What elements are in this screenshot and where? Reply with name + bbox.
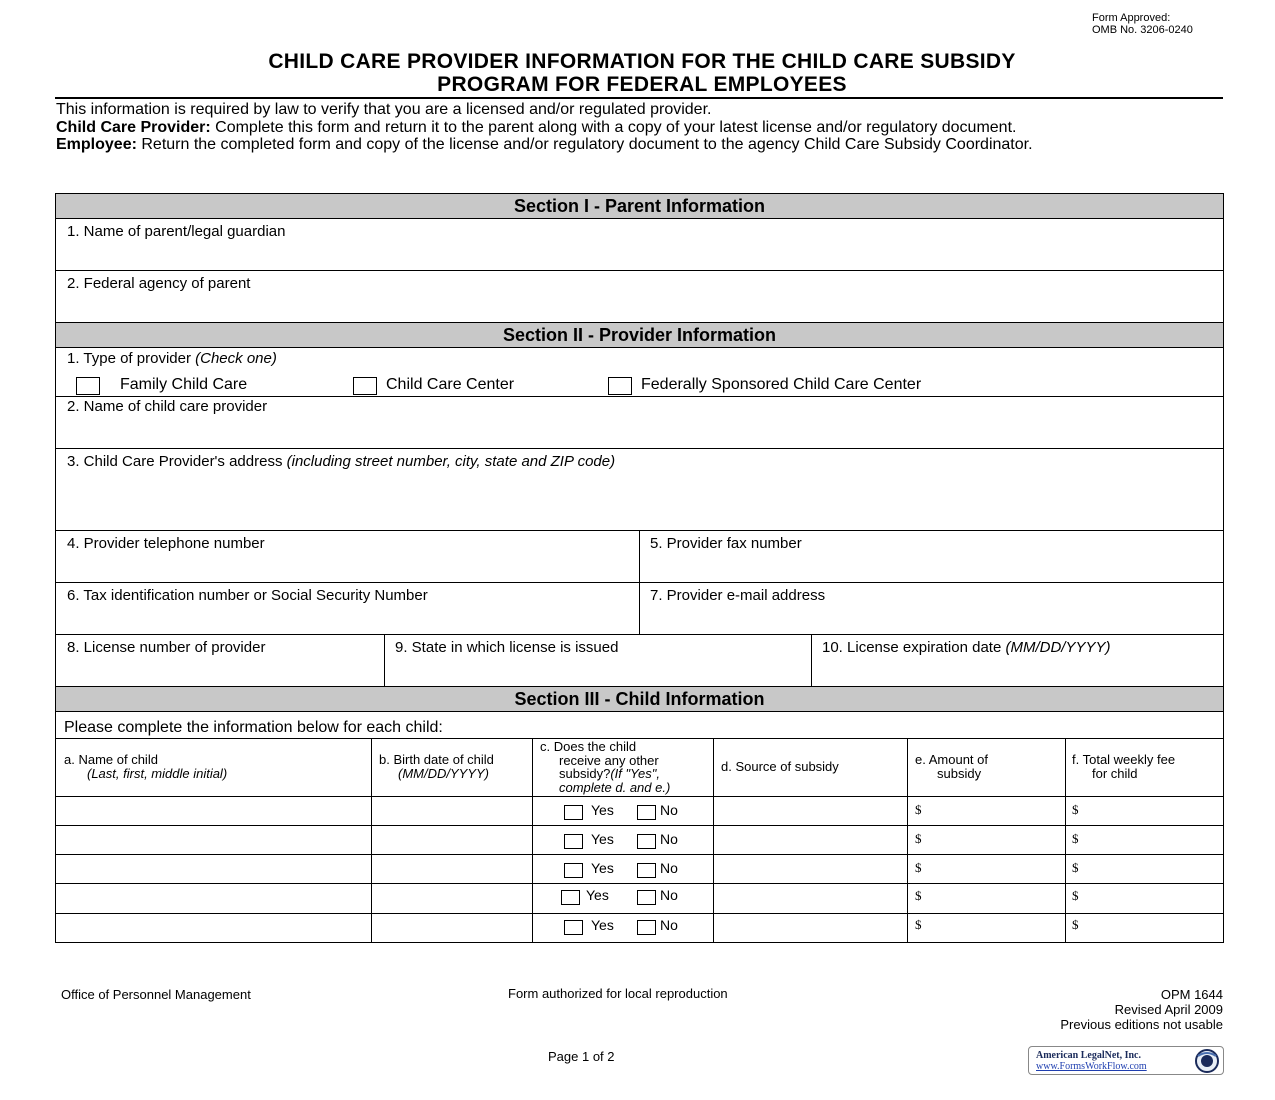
license-expiration-field[interactable] bbox=[811, 634, 1224, 686]
license-number-field[interactable] bbox=[55, 634, 385, 686]
col-b-line2: (MM/DD/YYYY) bbox=[398, 765, 489, 781]
fee-dollar-sign: $ bbox=[1072, 917, 1079, 932]
section1-title: Section I - Parent Information bbox=[513, 196, 766, 216]
globe-icon bbox=[1194, 1048, 1220, 1074]
footer-revised: Revised April 2009 bbox=[1114, 1002, 1223, 1017]
provider-address-label bbox=[67, 453, 615, 470]
col-amount-header bbox=[915, 753, 988, 780]
col-birth-date-header bbox=[379, 753, 494, 780]
fee-dollar-sign: $ bbox=[1072, 888, 1079, 903]
yes-checkbox[interactable] bbox=[564, 834, 583, 849]
no-label: No bbox=[660, 802, 678, 818]
family-child-care-checkbox[interactable] bbox=[76, 377, 100, 395]
no-checkbox[interactable] bbox=[637, 890, 656, 905]
child-care-center-label: Child Care Center bbox=[386, 376, 515, 393]
amount-dollar-sign: $ bbox=[915, 802, 922, 817]
col-c-line4: (If "Yes", bbox=[610, 766, 661, 781]
yes-label: Yes bbox=[591, 831, 614, 847]
col-weekly-fee-header bbox=[1072, 753, 1175, 780]
no-label: No bbox=[660, 917, 678, 933]
footer-reproduction: Form authorized for local reproduction bbox=[508, 986, 728, 1001]
omb-notice bbox=[1092, 12, 1193, 36]
no-label: No bbox=[660, 831, 678, 847]
intro-provider bbox=[56, 119, 1226, 137]
yes-label: Yes bbox=[586, 887, 609, 903]
amount-dollar-sign: $ bbox=[915, 831, 922, 846]
omb-number: OMB No. 3206-0240 bbox=[1092, 24, 1193, 36]
col-source-header: d. Source of subsidy bbox=[721, 759, 839, 774]
tax-id-field[interactable] bbox=[55, 582, 640, 634]
form-body bbox=[55, 193, 1224, 943]
no-checkbox[interactable] bbox=[637, 920, 656, 935]
col-child-name-header bbox=[64, 753, 227, 780]
col-f-line1: f. Total weekly fee bbox=[1072, 752, 1176, 767]
child-instruction-row bbox=[55, 711, 1224, 738]
provider-address-note: (including street number, city, state and ZIP code) bbox=[286, 453, 616, 470]
row-divider bbox=[56, 796, 1223, 797]
no-label: No bbox=[660, 887, 678, 903]
license-state-label: 9. State in which license is issued bbox=[395, 639, 619, 656]
provider-address-text: 3. Child Care Provider's address bbox=[67, 453, 287, 470]
logo-url[interactable]: www.FormsWorkFlow.com bbox=[1036, 1061, 1147, 1072]
child-table bbox=[55, 738, 1224, 943]
license-state-field[interactable] bbox=[384, 634, 812, 686]
section2-title: Section II - Provider Information bbox=[502, 325, 777, 345]
fee-dollar-sign: $ bbox=[1072, 860, 1079, 875]
no-checkbox[interactable] bbox=[637, 863, 656, 878]
provider-fax-field[interactable] bbox=[639, 530, 1224, 582]
provider-name-label: 2. Name of child care provider bbox=[67, 398, 268, 415]
col-e-line1: e. Amount of bbox=[915, 752, 988, 767]
license-expiration-note: (MM/DD/YYYY) bbox=[1005, 639, 1111, 656]
page-number: Page 1 of 2 bbox=[548, 1049, 615, 1064]
section2-header bbox=[55, 322, 1224, 347]
footer-form-number: OPM 1644 bbox=[1160, 987, 1223, 1002]
employee-label: Employee: bbox=[56, 136, 137, 153]
row-divider bbox=[56, 825, 1223, 826]
col-c-line2: receive any other bbox=[559, 752, 659, 768]
yes-checkbox[interactable] bbox=[564, 863, 583, 878]
provider-instructions: Complete this form and return it to the parent along with a copy of your latest license and/or regulatory document. bbox=[210, 118, 1017, 136]
col-other-subsidy-header bbox=[540, 740, 670, 794]
provider-label: Child Care Provider: bbox=[56, 118, 211, 136]
federal-center-checkbox[interactable] bbox=[608, 377, 632, 395]
parent-agency-label: 2. Federal agency of parent bbox=[67, 275, 251, 292]
title-rule bbox=[55, 97, 1223, 99]
footer-agency: Office of Personnel Management bbox=[61, 987, 251, 1002]
license-expiration-label bbox=[822, 639, 1110, 656]
form-title-line2: PROGRAM FOR FEDERAL EMPLOYEES bbox=[437, 73, 847, 96]
amount-dollar-sign: $ bbox=[915, 860, 922, 875]
col-a-line2: (Last, first, middle initial) bbox=[87, 765, 228, 781]
license-number-label: 8. License number of provider bbox=[67, 639, 266, 656]
provider-email-field[interactable] bbox=[639, 582, 1224, 634]
provider-address-field[interactable] bbox=[55, 448, 1224, 530]
provider-phone-field[interactable] bbox=[55, 530, 640, 582]
provider-phone-label: 4. Provider telephone number bbox=[67, 535, 265, 552]
form-title bbox=[56, 50, 1228, 96]
child-care-center-checkbox[interactable] bbox=[353, 377, 377, 395]
row-divider bbox=[56, 854, 1223, 855]
intro-line1: This information is required by law to verify that you are a licensed and/or regulated provider. bbox=[56, 101, 712, 118]
provider-fax-label: 5. Provider fax number bbox=[650, 535, 802, 552]
section3-header bbox=[55, 686, 1224, 711]
provider-type-label bbox=[67, 350, 277, 367]
no-label: No bbox=[660, 860, 678, 876]
yes-checkbox[interactable] bbox=[564, 805, 583, 820]
col-c-line5: complete d. and e.) bbox=[559, 779, 671, 795]
form-title-line1: CHILD CARE PROVIDER INFORMATION FOR THE CHILD CARE SUBSIDY bbox=[268, 50, 1016, 73]
section3-title: Section III - Child Information bbox=[514, 689, 765, 709]
yes-checkbox[interactable] bbox=[561, 890, 580, 905]
yes-label: Yes bbox=[591, 802, 614, 818]
provider-name-field[interactable] bbox=[55, 396, 1224, 448]
col-c-line1: c. Does the child bbox=[540, 739, 637, 754]
provider-type-field bbox=[55, 347, 1224, 396]
form-approved-label: Form Approved: bbox=[1092, 12, 1171, 24]
provider-type-note: (Check one) bbox=[195, 350, 277, 367]
footer-previous: Previous editions not usable bbox=[1060, 1017, 1223, 1032]
yes-label: Yes bbox=[591, 860, 614, 876]
tax-id-label: 6. Tax identification number or Social Security Number bbox=[67, 587, 428, 604]
federal-center-label: Federally Sponsored Child Care Center bbox=[641, 376, 922, 393]
fee-dollar-sign: $ bbox=[1072, 802, 1079, 817]
amount-dollar-sign: $ bbox=[915, 917, 922, 932]
parent-name-label: 1. Name of parent/legal guardian bbox=[67, 223, 286, 240]
col-a-line1: a. Name of child bbox=[64, 752, 158, 767]
yes-label: Yes bbox=[591, 917, 614, 933]
footer-form-info bbox=[990, 987, 1223, 1032]
license-expiration-text: 10. License expiration date bbox=[822, 639, 1006, 656]
child-instruction: Please complete the information below for each child: bbox=[64, 719, 443, 736]
col-e-line2: subsidy bbox=[937, 765, 982, 781]
american-legalnet-logo[interactable] bbox=[1028, 1046, 1224, 1075]
amount-dollar-sign: $ bbox=[915, 888, 922, 903]
parent-agency-field[interactable] bbox=[55, 270, 1224, 322]
row-divider bbox=[56, 913, 1223, 914]
family-child-care-label: Family Child Care bbox=[120, 376, 248, 393]
col-f-line2: for child bbox=[1092, 765, 1138, 781]
employee-instructions: Return the completed form and copy of the license and/or regulatory document to the agency Child Care Subsidy Coordinator. bbox=[136, 136, 1033, 153]
logo-company: American LegalNet, Inc. bbox=[1036, 1050, 1141, 1061]
col-b-line1: b. Birth date of child bbox=[379, 752, 494, 767]
col-c-line3: subsidy? bbox=[559, 766, 611, 781]
yes-checkbox[interactable] bbox=[564, 920, 583, 935]
intro-text bbox=[56, 101, 1226, 154]
intro-employee bbox=[56, 136, 1226, 154]
no-checkbox[interactable] bbox=[637, 805, 656, 820]
provider-type-text: 1. Type of provider bbox=[67, 350, 196, 367]
provider-email-label: 7. Provider e-mail address bbox=[650, 587, 826, 604]
parent-name-field[interactable] bbox=[55, 218, 1224, 270]
fee-dollar-sign: $ bbox=[1072, 831, 1079, 846]
no-checkbox[interactable] bbox=[637, 834, 656, 849]
row-divider bbox=[56, 883, 1223, 884]
section1-header bbox=[55, 193, 1224, 218]
